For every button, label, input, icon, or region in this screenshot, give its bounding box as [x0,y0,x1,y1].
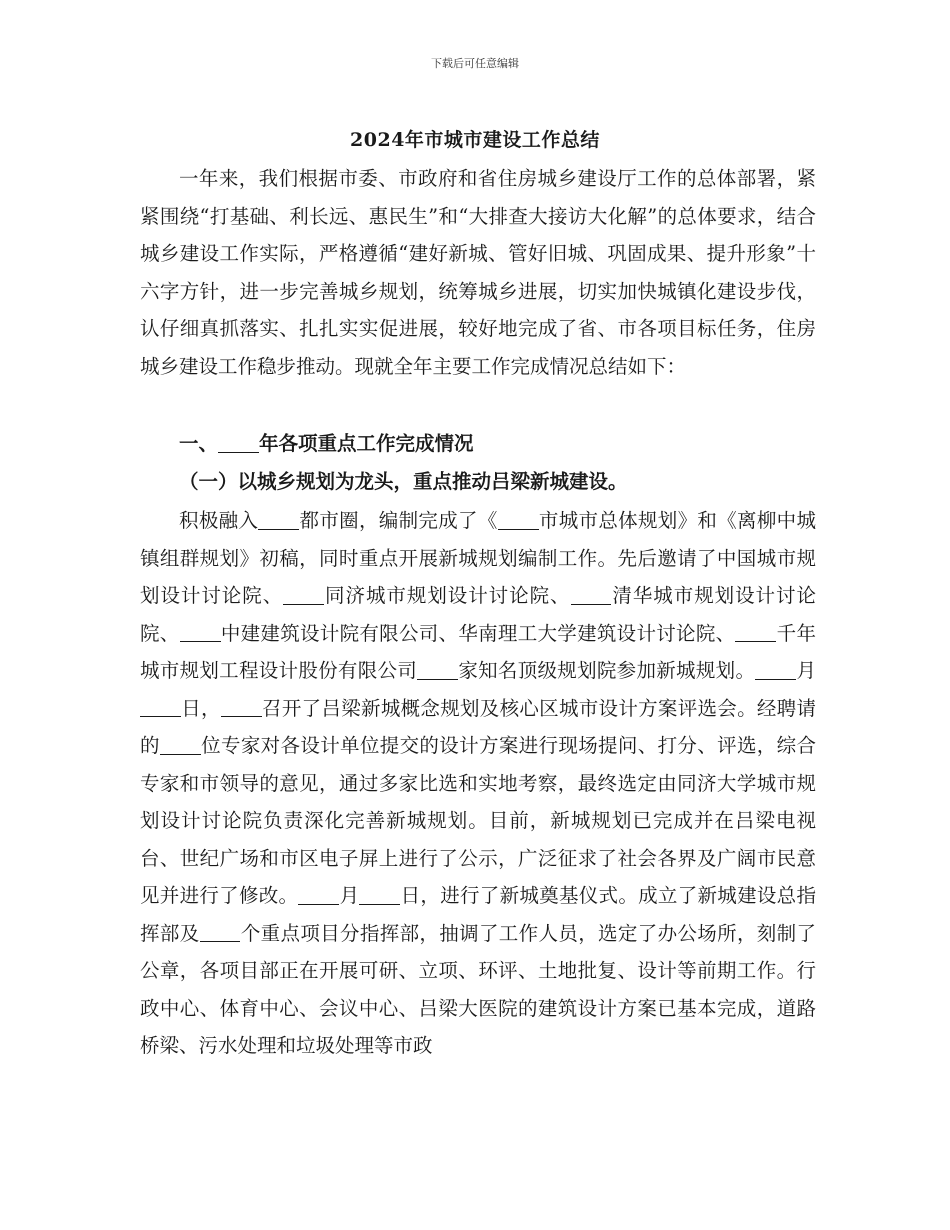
fill-blank [571,584,612,605]
paragraph-2-text: 个重点项目分指挥部，抽调了工作人员，选定了办公场所，刻制了公章，各项目部正在开展可研、立项、环评、土地批复、设计等前期工作。行政中心、体育中心、会议中心、吕梁大医院的建筑设计方案已基本完成，道路桥梁、污水处理和垃圾处理等市政 [140,921,816,1057]
paragraph-2-text: 都市圈，编制完成了《 [299,509,498,532]
fill-blank [140,697,181,718]
section-heading-1-prefix: 一、 [179,432,219,455]
fill-blank [755,659,796,680]
paragraph-2-text: 市城市总体规划》和《离柳中城镇组群规划》初稿，同时重点开展新城规划编制工作。先后邀请了中国城市规划设计讨论院、 [140,509,816,607]
section-heading-2: （一）以城乡规划为龙头，重点推动吕梁新城建设。 [179,470,628,493]
section-heading-1-suffix: 年各项重点工作完成情况 [258,432,474,455]
paragraph-2-text: 清华城市规划设计讨论院、 [140,584,816,645]
fill-blank [221,697,262,718]
paragraph-2-text: 积极融入 [179,509,259,532]
fill-blank [735,622,776,643]
fill-blank [160,734,201,755]
fill-blank [218,432,259,453]
paragraph-2-text: 千年城市规划工程设计股份有限公司 [140,621,816,682]
paragraph-2-text: 月 [796,659,816,682]
intro-paragraph-block [140,160,816,385]
paragraph-2-text: 日， [180,696,221,720]
fill-blank [283,584,324,605]
paragraph-2-text: 中建建筑设计院有限公司、华南理工大学建筑设计讨论院、 [220,621,736,645]
download-note: 下载后可任意编辑 [431,57,519,70]
paragraph-2-text: 家知名顶级规划院参加新城规划。 [458,659,756,682]
paragraph-2-text: 位专家对各设计单位提交的设计方案进行现场提问、打分、评选，综合专家和市领导的意见，通过多家比选和实地考察，最终选定由同济大学城市规划设计讨论院负责深化完善新城规划。目前，新城规划已完成并在吕梁电视台、世纪广场和市区电子屏上进行了公示，广泛征求了社会各界及广阔市民意见并进行了修改。 [140,734,816,907]
fill-blank [359,884,400,905]
paragraph-2-text: 月 [339,884,360,907]
intro-paragraph: 一年来，我们根据市委、市政府和省住房城乡建设厅工作的总体部署，紧紧围绕“打基础、利长远、惠民生”和“大排查大接访大化解”的总体要求，结合城乡建设工作实际，严格遵循“建好新城、管好旧城、巩固成果、提升形象”十六字方针，进一步完善城乡规划，统筹城乡进展，切实加快城镇化建设步伐，认仔细真抓落实、扎扎实实促进展，较好地完成了省、市各项目标任务，住房城乡建设工作稳步推动。现就全年主要工作完成情况总结如下： [140,167,816,378]
fill-blank [258,509,299,530]
fill-blank [417,659,458,680]
document-title: 2024年市城市建设工作总结 [350,129,600,151]
fill-blank [498,509,539,530]
fill-blank [200,922,241,943]
paragraph-2-text: 日，进行了新城奠基仪式。成立了新城建设总指挥部及 [140,884,816,945]
section-heading-1 [140,425,816,463]
fill-blank [180,622,221,643]
paragraph-2-block [140,502,816,1065]
fill-blank [298,884,339,905]
paragraph-2-text: 同济城市规划设计讨论院、 [324,584,571,607]
paragraph-2 [140,502,816,1065]
paragraph-2-text: 召开了吕梁新城概念规划及核心区城市设计方案评选会。经聘请的 [140,696,816,757]
